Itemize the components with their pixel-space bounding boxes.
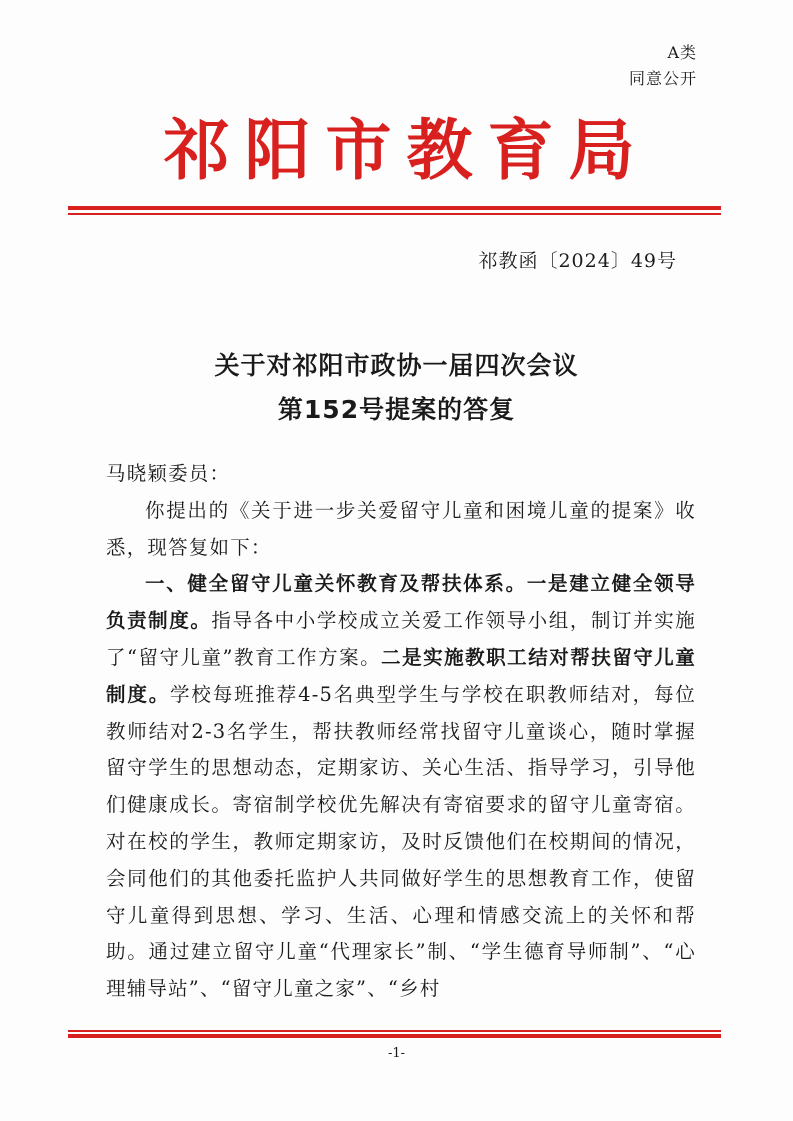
page-number: -1- [387, 1046, 406, 1061]
point1-text: 指导各中小学校成立关爱工作领导小组，制订并实施了“留守儿童”教育工作方案。 [106, 609, 696, 669]
masthead-org-name: 祁阳市教育局 [163, 111, 650, 189]
salutation: 马晓颖委员： [106, 462, 231, 485]
point2-text: 学校每班推荐4-5名典型学生与学校在职教师结对，每位教师结对2-3名学生，帮扶教师经常找留守儿童谈心，随时掌握留守学生的思想动态，定期家访、关心生活、指导学习，引导他们健康成长。寄宿制学校优先解决有寄宿要求的留守儿童寄宿。对在校的学生，教师定期家访，及时反馈他们在校期间的情况，会同他们的其他委托监护人共同做好学生的思想教育工作，使留守儿童得到思想、学习、生活、心理和情感交流上的关怀和帮助。通过建立留守儿童“代理家长”制、“学生德育导师制”、“心理辅导站”、“留守儿童之家”、“乡村 [106, 682, 696, 1001]
category-label: A类 [667, 43, 697, 62]
point1-heading: 一是建立健全领导负责制度。 [106, 572, 696, 633]
intro-paragraph: 你提出的《关于进一步关爱留守儿童和困境儿童的提案》收悉，现答复如下： [106, 498, 696, 559]
masthead-divider-thin [68, 213, 721, 215]
disclosure-label: 同意公开 [628, 69, 697, 88]
masthead-divider-thick [68, 206, 721, 210]
section1-paragraph [106, 566, 696, 1008]
document-number: 祁教函〔2024〕49号 [478, 250, 677, 272]
document-title-line2: 第152号提案的答复 [277, 395, 516, 424]
footer-divider-thick [68, 1034, 721, 1038]
document-title-line1: 关于对祁阳市政协一届四次会议 [214, 351, 579, 380]
point2-heading: 二是实施教职工结对帮扶留守儿童制度。 [106, 645, 696, 706]
document-body [106, 456, 696, 1008]
corner-labels [629, 40, 697, 92]
section1-heading: 一、健全留守儿童关怀教育及帮扶体系。 [145, 572, 527, 596]
footer-divider-thin [68, 1030, 721, 1032]
